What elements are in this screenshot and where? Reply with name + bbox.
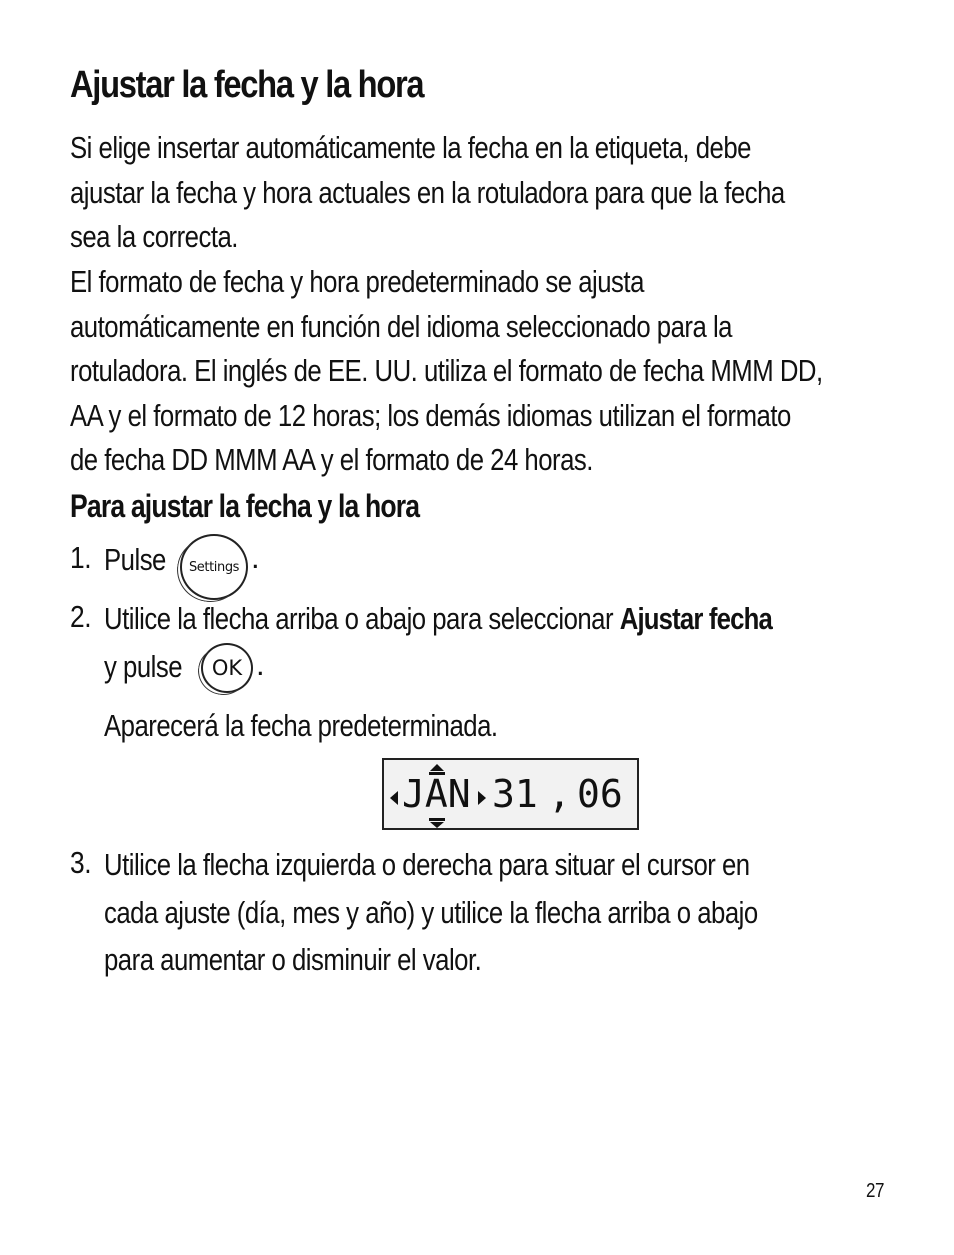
settings-key-label: Settings (188, 559, 240, 575)
step-2-period: . (256, 647, 265, 682)
up-arrow-icon (430, 764, 444, 771)
step-2-number: 2. (70, 599, 92, 634)
lcd-date-display (382, 758, 639, 830)
step-1-number: 1. (70, 540, 92, 575)
step-2-line-1 (104, 599, 772, 639)
settings-key-icon (180, 534, 248, 600)
lcd-month: JAN (402, 772, 471, 816)
left-arrow-icon (390, 791, 398, 805)
intro-paragraph-2-line-2: automáticamente en función del idioma seleccionado para la (70, 308, 732, 344)
lcd-year: 06 (577, 772, 623, 816)
page-number: 27 (866, 1180, 885, 1202)
intro-paragraph-2-line-5: de fecha DD MMM AA y el formato de 24 horas. (70, 442, 593, 477)
intro-paragraph-2-line-3: rotuladora. El inglés de EE. UU. utiliza el formato de fecha MMM DD, (70, 353, 823, 388)
step-1-text: Pulse (104, 542, 166, 577)
intro-paragraph-1-line-3: sea la correcta. (70, 219, 238, 254)
intro-paragraph-2 (70, 260, 850, 483)
right-arrow-icon (478, 791, 486, 805)
step-2-result: Aparecerá la fecha predeterminada. (104, 708, 498, 743)
intro-paragraph-1 (70, 126, 850, 260)
step-2-text: Utilice la flecha arriba o abajo para seleccionar (104, 601, 620, 636)
intro-paragraph-2-line-4: AA y el formato de 12 horas; los demás idiomas utilizan el formato (70, 397, 791, 433)
lcd-day: 31 (492, 772, 538, 816)
ok-key-label: OK (211, 656, 243, 680)
procedure-heading: Para ajustar la fecha y la hora (70, 488, 420, 524)
step-2-bold-option: Ajustar fecha (619, 601, 772, 636)
step-1-period: . (251, 540, 260, 575)
step-3-number: 3. (70, 845, 92, 880)
down-arrow-bar (429, 818, 445, 821)
ok-key-icon (201, 643, 253, 693)
intro-paragraph-1-line-2: ajustar la fecha y hora actuales en la rotuladora para que la fecha (70, 174, 785, 210)
step-3-line-1: Utilice la flecha izquierda o derecha para situar el cursor en (104, 847, 750, 882)
lcd-separator: , (548, 772, 571, 816)
step-3-line-2: cada ajuste (día, mes y año) y utilice la flecha arriba o abajo (104, 895, 758, 930)
step-3-line-3: para aumentar o disminuir el valor. (104, 942, 482, 977)
intro-paragraph-1-line-1: Si elige insertar automáticamente la fecha en la etiqueta, debe (70, 130, 751, 165)
page-title: Ajustar la fecha y la hora (70, 64, 424, 106)
down-arrow-icon (430, 822, 444, 828)
step-2-line-2: y pulse (104, 649, 183, 684)
intro-paragraph-2-line-1: El formato de fecha y hora predeterminado se ajusta (70, 264, 644, 299)
